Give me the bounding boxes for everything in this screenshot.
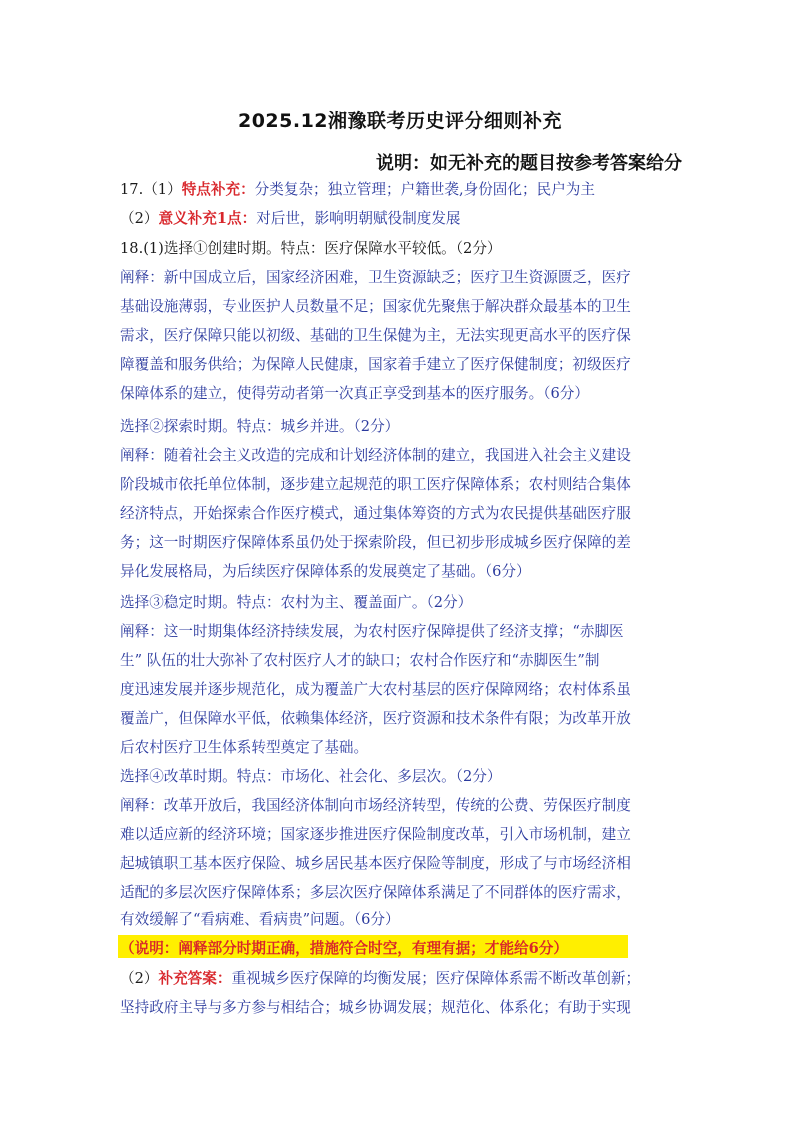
q18-choice4-line: 起城镇职工基本医疗保险、城乡居民基本医疗保险等制度，形成了与市场经济相 (120, 855, 631, 872)
q18-part2-label: 补充答案： (158, 970, 232, 987)
q18-choice4-line: 阐释：改革开放后，我国经济体制向市场经济转型，传统的公费、劳保医疗制度 (120, 797, 631, 814)
q17-part1-label: 特点补充： (181, 181, 255, 198)
q18-choice1-line: 基础设施薄弱，专业医护人员数量不足；国家优先聚焦于解决群众最基本的卫生 (120, 298, 631, 315)
q17-part2-number: （2） (120, 210, 159, 227)
q18-choice3-line: 后农村医疗卫生体系转型奠定了基础。 (120, 739, 369, 756)
q18-choice2-line: 经济特点，开始探索合作医疗模式，通过集体筹资的方式为农民提供基础医疗服 (120, 505, 631, 522)
q18-choice2-heading: 选择②探索时期。特点：城乡并进。（2分） (120, 418, 400, 435)
q18-choice2-line: 务；这一时期医疗保障体系虽仍处于探索阶段，但已初步形成城乡医疗保障的差 (120, 534, 631, 551)
q18-choice4-heading: 选择④改革时期。特点：市场化、社会化、多层次。（2分） (120, 768, 502, 785)
q18-choice4-line: 难以适应新的经济环境；国家逐步推进医疗保险制度改革，引入市场机制，建立 (120, 826, 631, 843)
q18-choice2-line: 阶段城市依托单位体制，逐步建立起规范的职工医疗保障体系；农村则结合集体 (120, 476, 631, 493)
q18-choice2-line: 异化发展格局，为后续医疗保障体系的发展奠定了基础。（6分） (120, 563, 531, 580)
q18-choice4-line: 适配的多层次医疗保障体系；多层次医疗保障体系满足了不同群体的医疗需求， (120, 884, 631, 901)
q18-choice4-line: 有效缓解了“看病难、看病贵”问题。（6分） (120, 911, 400, 928)
q17-part1-text: 分类复杂；独立管理；户籍世袭,身份固化；民户为主 (254, 181, 595, 198)
q18-choice3-heading: 选择③稳定时期。特点：农村为主、覆盖面广。（2分） (120, 594, 473, 611)
q18-part2-text: 重视城乡医疗保障的均衡发展；医疗保障体系需不断改革创新； (231, 970, 641, 987)
q18-part2-line: 坚持政府主导与多方参与相结合；城乡协调发展；规范化、体系化；有助于实现 (120, 999, 631, 1016)
q17-part2-label: 意义补充1点： (158, 210, 257, 227)
scoring-note: 说明：如无补充的题目按参考答案给分 (376, 153, 682, 174)
highlight-note: （说明：阐释部分时期正确，措施符合时空，有理有据；才能给6分） (120, 940, 568, 957)
q18-choice1-line: 需求，医疗保障只能以初级、基础的卫生保健为主，无法实现更高水平的医疗保 (120, 327, 631, 344)
q17-part2-text: 对后世，影响明朝赋役制度发展 (256, 210, 461, 227)
q18-part2-number: （2） (120, 970, 159, 987)
q18-choice3-line: 生” 队伍的壮大弥补了农村医疗人才的缺口；农村合作医疗和“赤脚医生”制 (120, 652, 600, 669)
q17-part2 (120, 210, 685, 228)
q18-part2 (120, 970, 685, 988)
q18-choice3-line: 度迅速发展并逐步规范化，成为覆盖广大农村基层的医疗保障网络；农村体系虽 (120, 681, 631, 698)
q18-choice1-line: 保障体系的建立，使得劳动者第一次真正享受到基本的医疗服务。（6分） (120, 385, 589, 402)
q18-choice3-line: 阐释：这一时期集体经济持续发展，为农村医疗保障提供了经济支撑；“赤脚医 (120, 623, 624, 640)
q17-part1 (120, 181, 685, 199)
q18-choice1-line: 障覆盖和服务供给；为保障人民健康，国家着手建立了医疗保健制度；初级医疗 (120, 356, 631, 373)
q17-part1-number: 17.（1） (120, 181, 182, 198)
q18-choice2-line: 阐释：随着社会主义改造的完成和计划经济体制的建立，我国进入社会主义建设 (120, 447, 631, 464)
q18-choice1-line: 阐释：新中国成立后，国家经济困难，卫生资源缺乏；医疗卫生资源匮乏，医疗 (120, 269, 631, 286)
q18-choice3-line: 覆盖广，但保障水平低，依赖集体经济，医疗资源和技术条件有限；为改革开放 (120, 710, 631, 727)
q18-choice1-heading: 18.(1)选择①创建时期。特点：医疗保障水平较低。（2分） (120, 240, 502, 257)
page-title: 2025.12湘豫联考历史评分细则补充 (237, 110, 563, 132)
